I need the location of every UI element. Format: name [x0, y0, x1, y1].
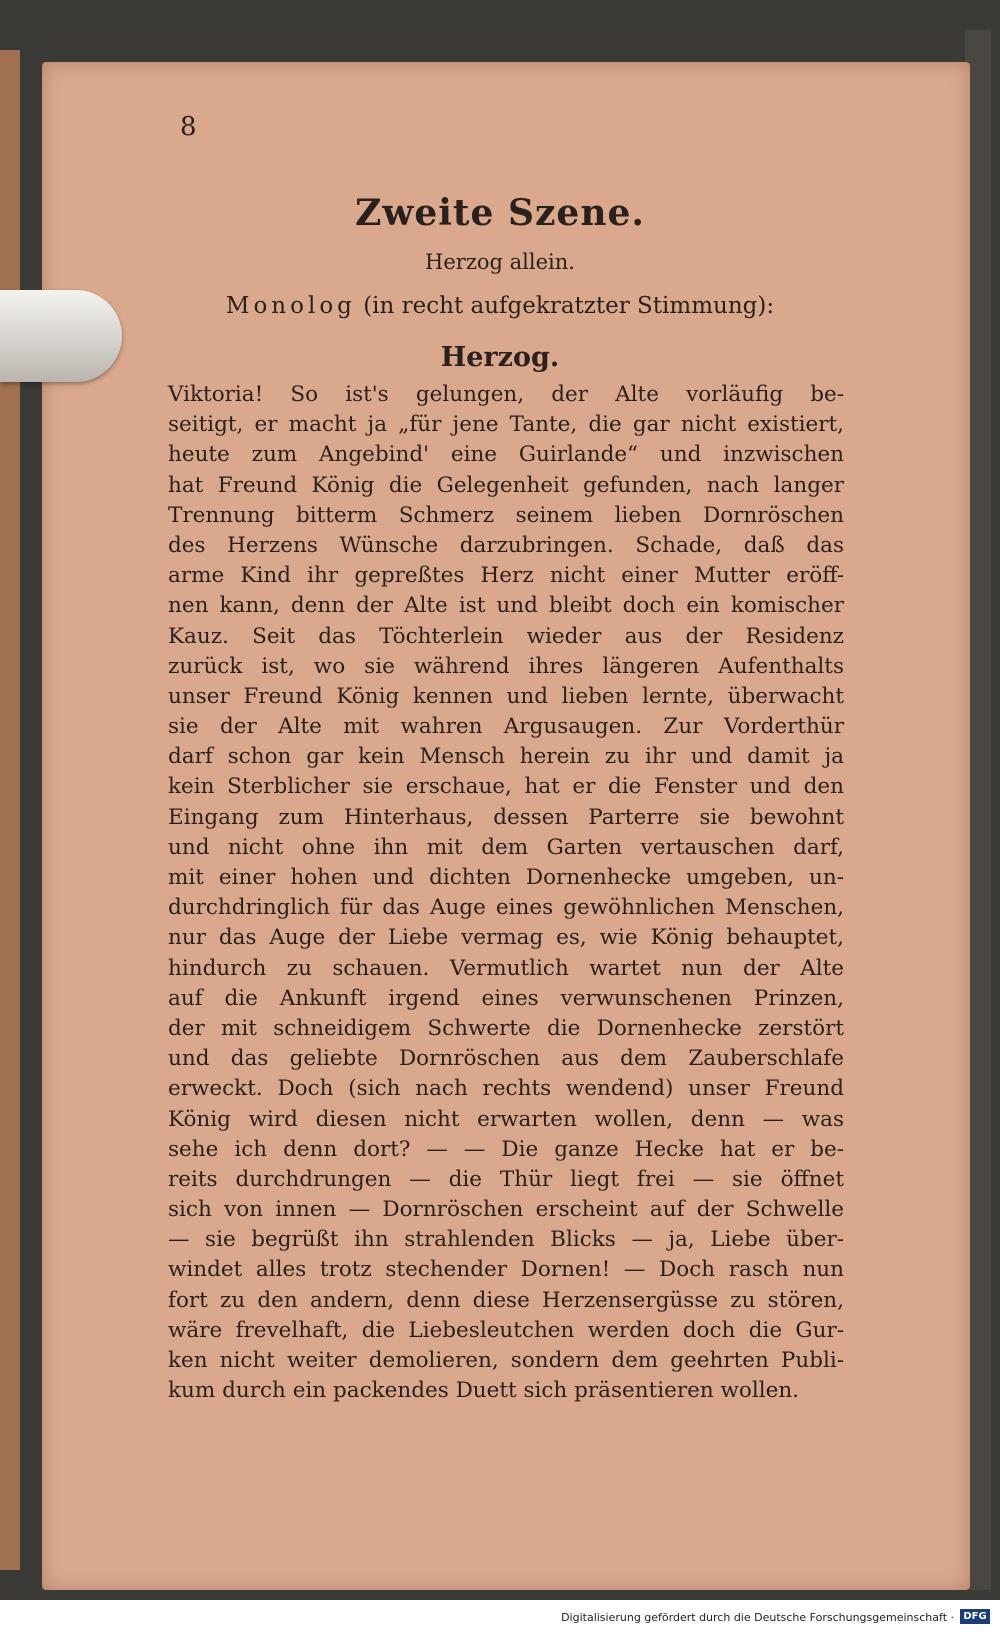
text-line: sehe ich denn dort? — — Die ganze Hecke hat er be- [168, 1136, 844, 1162]
text-line: hat Freund König die Gelegenheit gefunden, nach langer [168, 472, 844, 498]
text-line: des Herzens Wünsche darzubringen. Schade, daß das [168, 532, 844, 558]
text-line: zurück ist, wo sie während ihres längeren Aufenthalts [168, 653, 844, 679]
digitization-credit: Digitalisierung gefördert durch die Deutsche Forschungsgemeinschaft · [561, 1611, 954, 1624]
text-line: mit einer hohen und dichten Dornenhecke umgeben, un- [168, 865, 844, 890]
text-line: sich von innen — Dornröschen erscheint auf der Schwelle [168, 1197, 844, 1223]
text-line: und das geliebte Dornröschen aus dem Zauberschlafe [168, 1046, 844, 1072]
monolog-text [168, 380, 844, 1406]
text-line: der mit schneidigem Schwerte die Dornenhecke zerstört [168, 1015, 844, 1041]
text-line: Trennung bitterm Schmerz seinem lieben Dornröschen [168, 502, 844, 528]
text-line: nur das Auge der Liebe vermag es, wie König behauptet, [168, 925, 844, 951]
monolog-detail: (in recht aufgekratzter Stimmung): [363, 293, 775, 319]
text-line: hindurch zu schauen. Vermutlich wartet nun der Alte [168, 955, 844, 981]
stage-direction: Herzog allein. [425, 250, 575, 274]
text-line: darf schon gar kein Mensch herein zu ihr und damit ja [168, 744, 844, 770]
scene-title: Zweite Szene. [355, 192, 645, 234]
text-line: reits durchdrungen — die Thür liegt frei — sie öffnet [168, 1166, 844, 1192]
monolog-heading [0, 293, 1000, 319]
dfg-logo: DFG [960, 1609, 990, 1624]
text-line: König wird diesen nicht erwarten wollen, denn — was [168, 1106, 844, 1132]
page-number: 8 [180, 112, 197, 142]
text-line: durchdringlich für das Auge eines gewöhnlichen Menschen, [168, 895, 844, 921]
text-line: Viktoria! So ist's gelungen, der Alte vorläufig be- [168, 382, 844, 407]
text-line: — sie begrüßt ihn strahlenden Blicks — ja, Liebe über- [168, 1227, 844, 1253]
text-line: heute zum Angebind' eine Guirlande“ und inzwischen [168, 442, 844, 468]
text-line: kein Sterblicher sie erschaue, hat er die Fenster und den [168, 774, 844, 800]
text-line: arme Kind ihr gepreßtes Herz nicht einer Mutter eröff- [168, 563, 844, 589]
text-line: seitigt, er macht ja „für jene Tante, die gar nicht existiert, [168, 412, 844, 438]
text-line: windet alles trotz stechender Dornen! — Doch rasch nun [168, 1257, 844, 1283]
text-line: kum durch ein packendes Duett sich präsentieren wollen. [168, 1378, 800, 1404]
text-line: wäre frevelhaft, die Liebesleutchen werden doch die Gur- [168, 1317, 844, 1343]
text-line: Kauz. Seit das Töchterlein wieder aus der Residenz [168, 623, 844, 649]
text-line: erweckt. Doch (sich nach rechts wendend) unser Freund [168, 1076, 844, 1102]
text-line: und nicht ohne ihn mit dem Garten vertauschen darf, [168, 834, 844, 860]
text-line: fort zu den andern, denn diese Herzensergüsse zu stören, [168, 1287, 844, 1313]
monolog-label: Monolog [225, 293, 356, 319]
text-line: ken nicht weiter demolieren, sondern dem geehrten Publi- [168, 1348, 844, 1373]
text-line: nen kann, denn der Alte ist und bleibt doch ein komischer [168, 593, 844, 619]
text-line: sie der Alte mit wahren Argusaugen. Zur Vorderthür [168, 714, 844, 740]
speaker-name: Herzog. [440, 342, 560, 373]
text-line: auf die Ankunft irgend eines verwunschenen Prinzen, [168, 985, 844, 1011]
text-line: Eingang zum Hinterhaus, dessen Parterre sie bewohnt [168, 804, 844, 830]
facing-page-edge [0, 50, 20, 1570]
text-line: unser Freund König kennen und lieben lernte, überwacht [168, 683, 844, 709]
